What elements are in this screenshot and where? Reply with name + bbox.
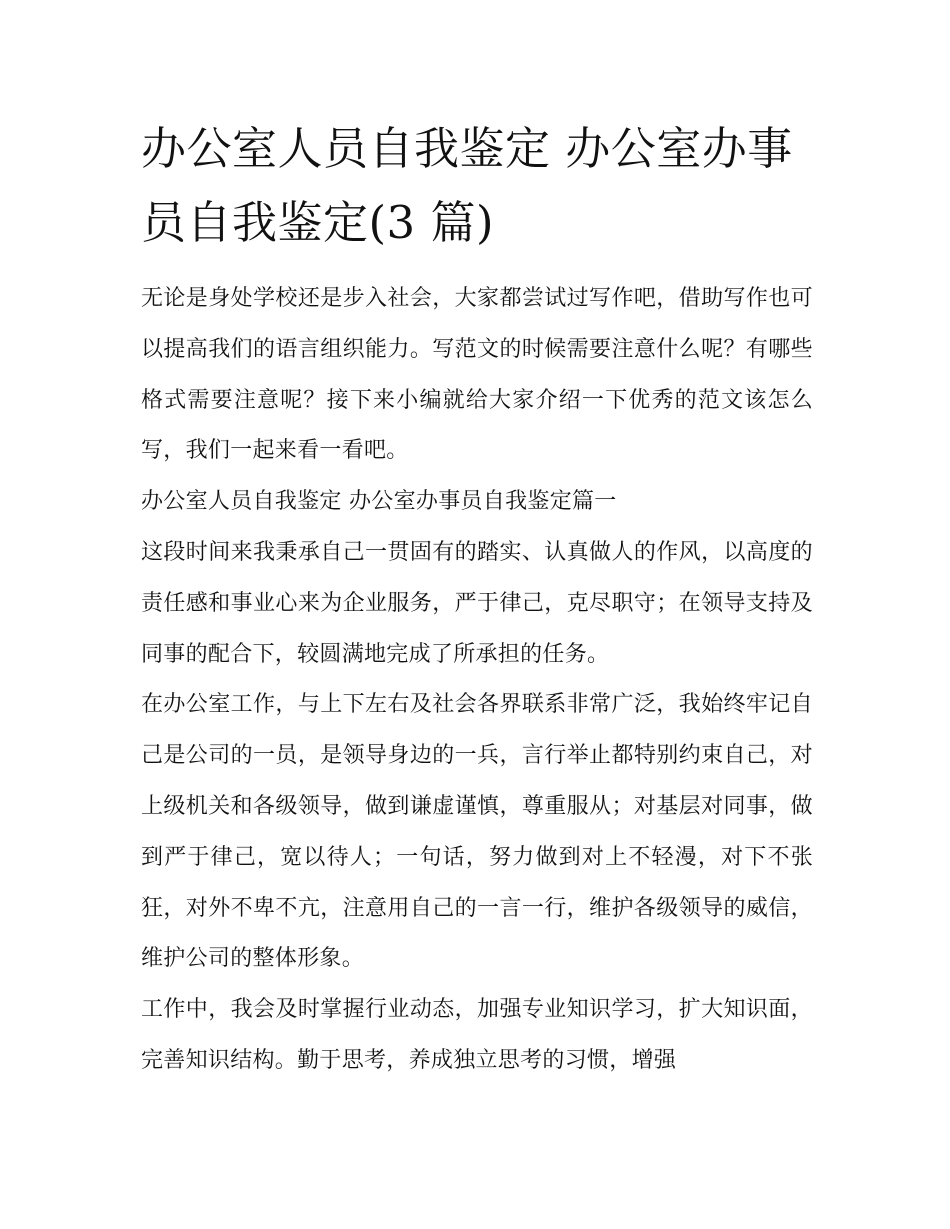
body-paragraph-3: 工作中，我会及时掌握行业动态，加强专业知识学习，扩大知识面，完善知识结构。勤于思考，养成独立思考的习惯，增强 bbox=[141, 997, 813, 1073]
body-paragraph-2: 在办公室工作，与上下左右及社会各界联系非常广泛，我始终牢记自己是公司的一员，是领导身边的一兵，言行举止都特别约束自己，对上级机关和各级领导，做到谦虚谨慎，尊重服从；对基层对同事，做到严于律己，宽以待人；一句话，努力做到对上不轻漫，对下不张狂，对外不卑不亢，注意用自己的一言一行，维护各级领导的威信，维护公司的整体形象。 bbox=[141, 692, 813, 972]
intro-paragraph: 无论是身处学校还是步入社会，大家都尝试过写作吧，借助写作也可以提高我们的语言组织能力。写范文的时候需要注意什么呢？有哪些格式需要注意呢？接下来小编就给大家介绍一下优秀的范文该怎么写，我们一起来看一看吧。 bbox=[141, 286, 813, 464]
intro-block bbox=[141, 274, 813, 477]
document-title: 办公室人员自我鉴定 办公室办事员自我鉴定(3 篇) bbox=[141, 122, 793, 249]
document-page bbox=[141, 112, 813, 1087]
body-paragraph-1: 这段时间来我秉承自己一贯固有的踏实、认真做人的作风，以高度的责任感和事业心来为企业服务，严于律己，克尽职守；在领导支持及同事的配合下，较圆满地完成了所承担的任务。 bbox=[141, 539, 813, 667]
section-heading: 办公室人员自我鉴定 办公室办事员自我鉴定篇一 bbox=[141, 489, 617, 515]
